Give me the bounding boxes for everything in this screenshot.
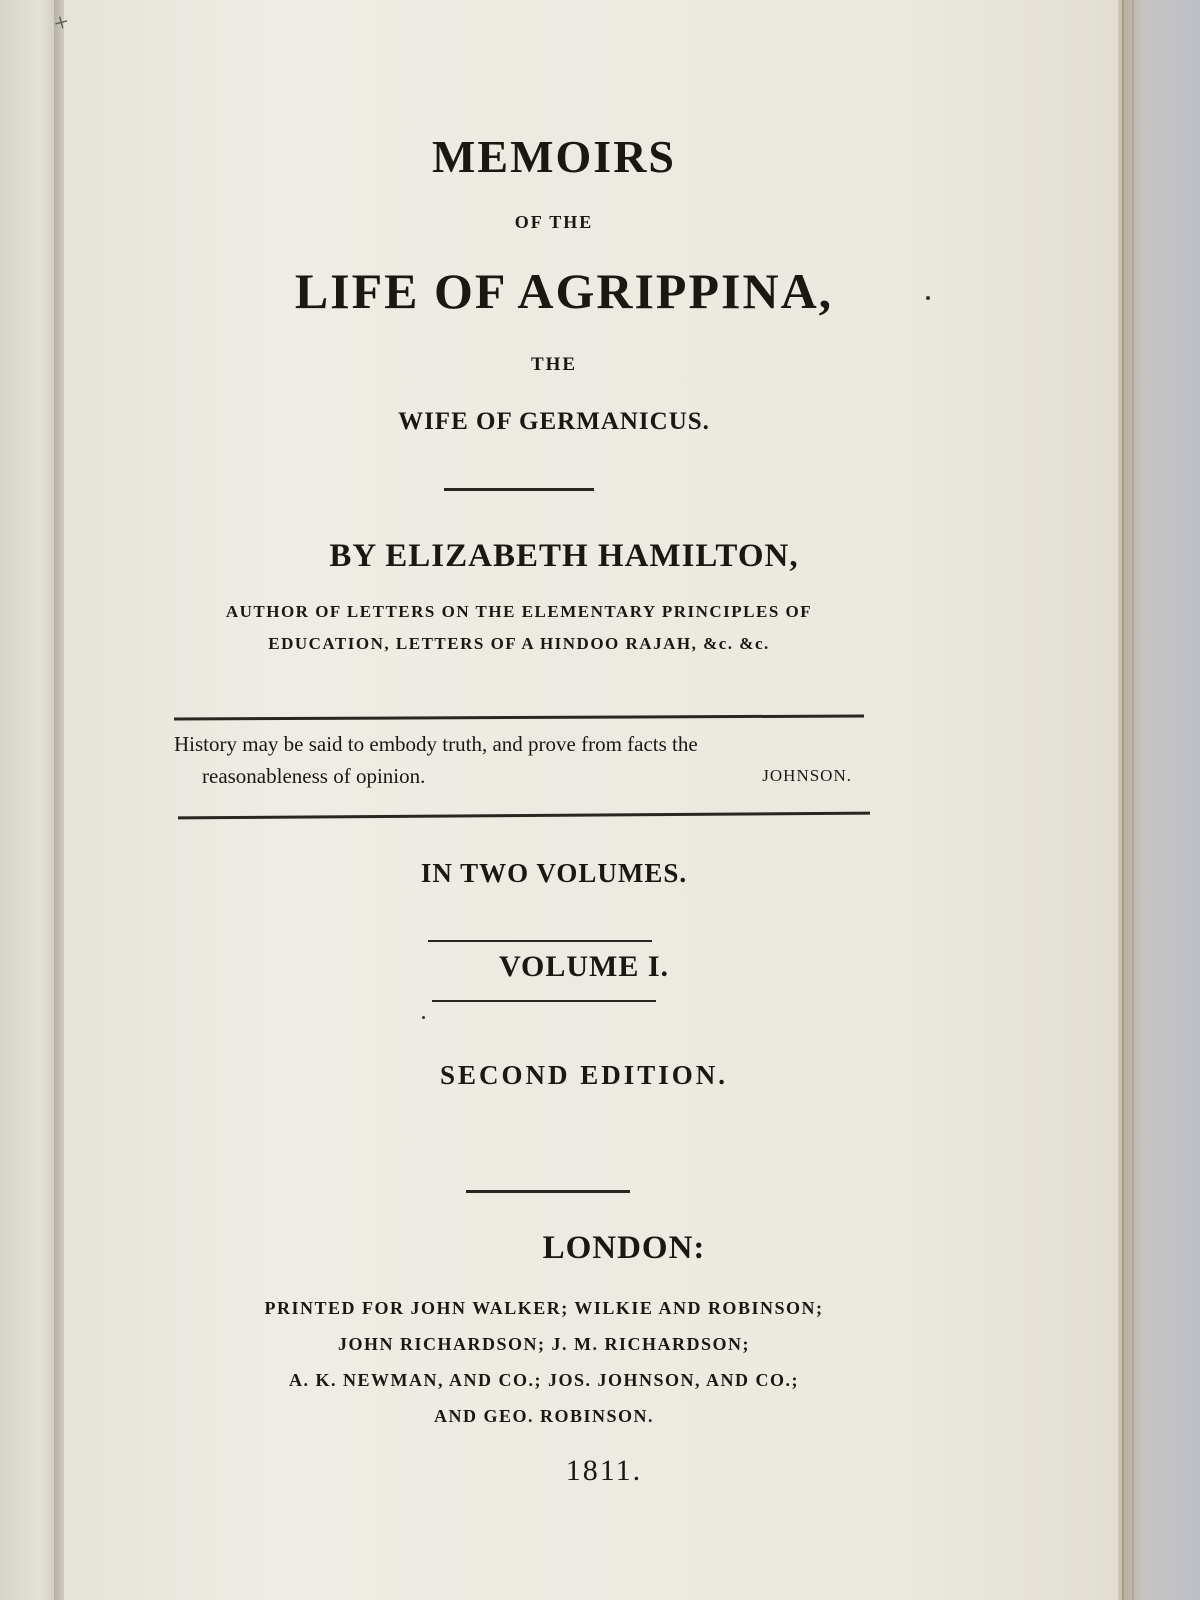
imprint-rule bbox=[466, 1190, 630, 1193]
volume-number: VOLUME I. bbox=[498, 950, 670, 983]
volume-count: IN TWO VOLUMES. bbox=[420, 858, 688, 888]
imprint-line: JOHN RICHARDSON; J. M. RICHARDSON; bbox=[337, 1334, 750, 1354]
paper-speck bbox=[926, 296, 930, 300]
author-desc-line: AUTHOR OF LETTERS ON THE ELEMENTARY PRINCIPLES OF bbox=[225, 602, 813, 621]
author-description bbox=[174, 596, 864, 660]
title-memoirs: MEMOIRS bbox=[432, 131, 676, 182]
imprint-city: LONDON: bbox=[542, 1230, 706, 1266]
imprint-printers bbox=[194, 1290, 894, 1434]
title-of-the: OF THE bbox=[514, 212, 594, 232]
imprint-line: PRINTED FOR JOHN WALKER; WILKIE AND ROBINSON; bbox=[264, 1298, 824, 1318]
volume-top-rule bbox=[428, 940, 652, 942]
epigraph-line: History may be said to embody truth, and prove from facts the bbox=[174, 732, 698, 756]
epigraph-top-rule bbox=[174, 714, 864, 720]
author-desc-line: EDUCATION, LETTERS OF A HINDOO RAJAH, &c. &c. bbox=[268, 634, 770, 653]
edition: SECOND EDITION. bbox=[439, 1060, 729, 1090]
imprint-year: 1811. bbox=[565, 1454, 643, 1487]
title-subtitle: WIFE OF GERMANICUS. bbox=[398, 408, 710, 435]
epigraph-line: reasonableness of opinion. bbox=[202, 764, 426, 788]
divider-rule bbox=[444, 488, 594, 491]
title-block bbox=[64, 0, 1124, 1600]
epigraph-attribution: JOHNSON. bbox=[762, 766, 852, 785]
paper-speck bbox=[422, 1016, 425, 1019]
left-page-edge bbox=[0, 0, 59, 1600]
title-main: LIFE OF AGRIPPINA, bbox=[294, 263, 834, 319]
imprint-line: A. K. NEWMAN, AND CO.; JOS. JOHNSON, AND CO.; bbox=[288, 1370, 799, 1390]
epigraph bbox=[174, 728, 874, 792]
title-the: THE bbox=[530, 354, 578, 375]
volume-bottom-rule bbox=[432, 1000, 656, 1002]
pencil-mark: + bbox=[50, 6, 73, 39]
author-name: BY ELIZABETH HAMILTON, bbox=[329, 538, 799, 574]
imprint-line: AND GEO. ROBINSON. bbox=[433, 1406, 655, 1426]
page-stack-edge bbox=[1118, 0, 1200, 1600]
epigraph-bottom-rule bbox=[178, 812, 870, 820]
